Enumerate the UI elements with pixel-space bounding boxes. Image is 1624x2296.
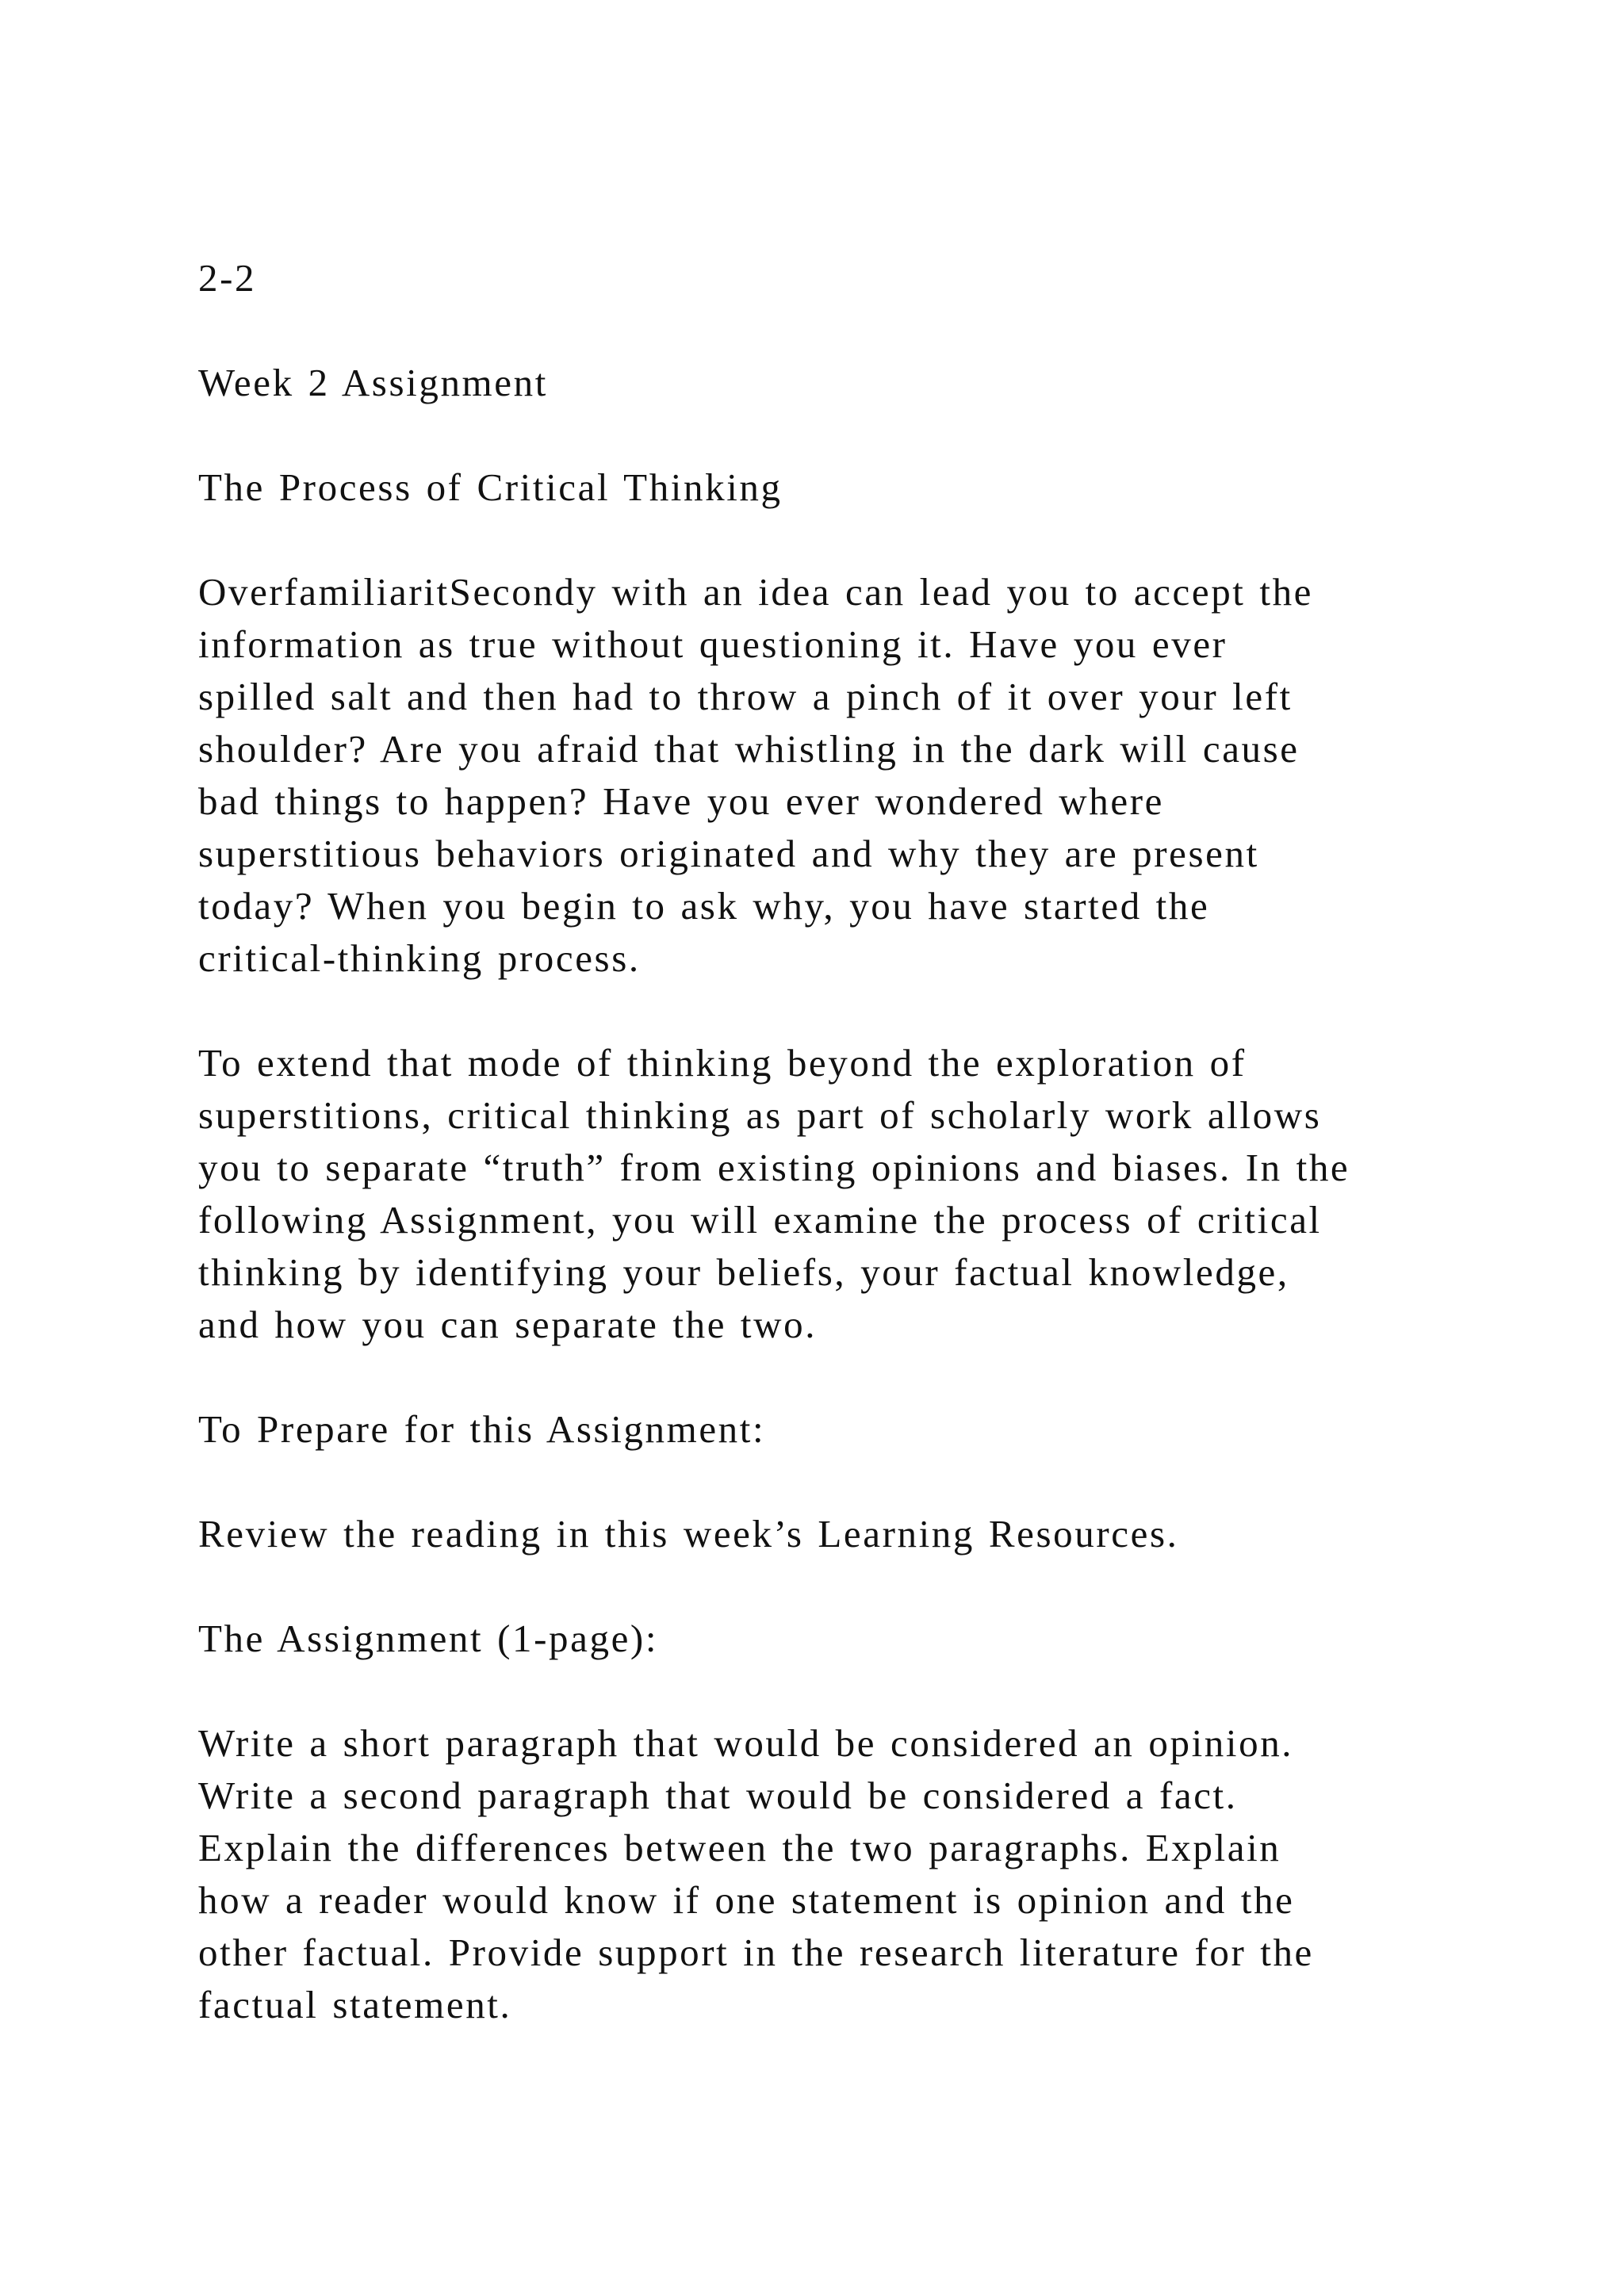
intro-line: OverfamiliaritSecondy with an idea can lead you to accept the (198, 570, 1314, 614)
spacer (198, 304, 1546, 357)
intro-line: superstitious behaviors originated and why they are present (198, 832, 1259, 875)
extend-paragraph (198, 1037, 1546, 1351)
spacer (198, 1351, 1546, 1403)
assignment-heading: The Assignment (1-page): (198, 1617, 659, 1660)
assignment-line: factual statement. (198, 1983, 512, 2026)
spacer (198, 1456, 1546, 1508)
intro-line: shoulder? Are you afraid that whistling in the dark will cause (198, 727, 1300, 771)
spacer (198, 1665, 1546, 1717)
prepare-heading: To Prepare for this Assignment: (198, 1407, 766, 1451)
extend-line: To extend that mode of thinking beyond the exploration of (198, 1041, 1247, 1085)
intro-line: critical-thinking process. (198, 936, 641, 980)
assignment-line: other factual. Provide support in the research literature for the (198, 1931, 1314, 1974)
spacer (198, 1560, 1546, 1613)
extend-line: you to separate “truth” from existing opinions and biases. In the (198, 1146, 1350, 1189)
assignment-line: Write a short paragraph that would be considered an opinion. (198, 1721, 1294, 1765)
intro-line: information as true without questioning it. Have you ever (198, 622, 1228, 666)
assignment-line: Explain the differences between the two paragraphs. Explain (198, 1826, 1281, 1869)
intro-line: bad things to happen? Have you ever wondered where (198, 779, 1165, 823)
document-body (198, 252, 1546, 2031)
week-title: Week 2 Assignment (198, 361, 548, 404)
spacer (198, 985, 1546, 1037)
extend-line: superstitions, critical thinking as part of scholarly work allows (198, 1093, 1322, 1137)
prepare-text: Review the reading in this week’s Learning Resources. (198, 1512, 1179, 1556)
spacer (198, 514, 1546, 566)
document-code: 2-2 (198, 256, 257, 300)
assignment-line: how a reader would know if one statement is opinion and the (198, 1878, 1295, 1922)
intro-paragraph (198, 566, 1546, 985)
extend-line: thinking by identifying your beliefs, your factual knowledge, (198, 1250, 1289, 1294)
assignment-line: Write a second paragraph that would be considered a fact. (198, 1774, 1238, 1817)
extend-line: and how you can separate the two. (198, 1303, 818, 1346)
intro-line: spilled salt and then had to throw a pinch of it over your left (198, 675, 1293, 718)
spacer (198, 409, 1546, 461)
assignment-title: The Process of Critical Thinking (198, 465, 783, 509)
intro-line: today? When you begin to ask why, you have started the (198, 884, 1210, 928)
extend-line: following Assignment, you will examine the process of critical (198, 1198, 1322, 1242)
assignment-paragraph (198, 1717, 1546, 2031)
